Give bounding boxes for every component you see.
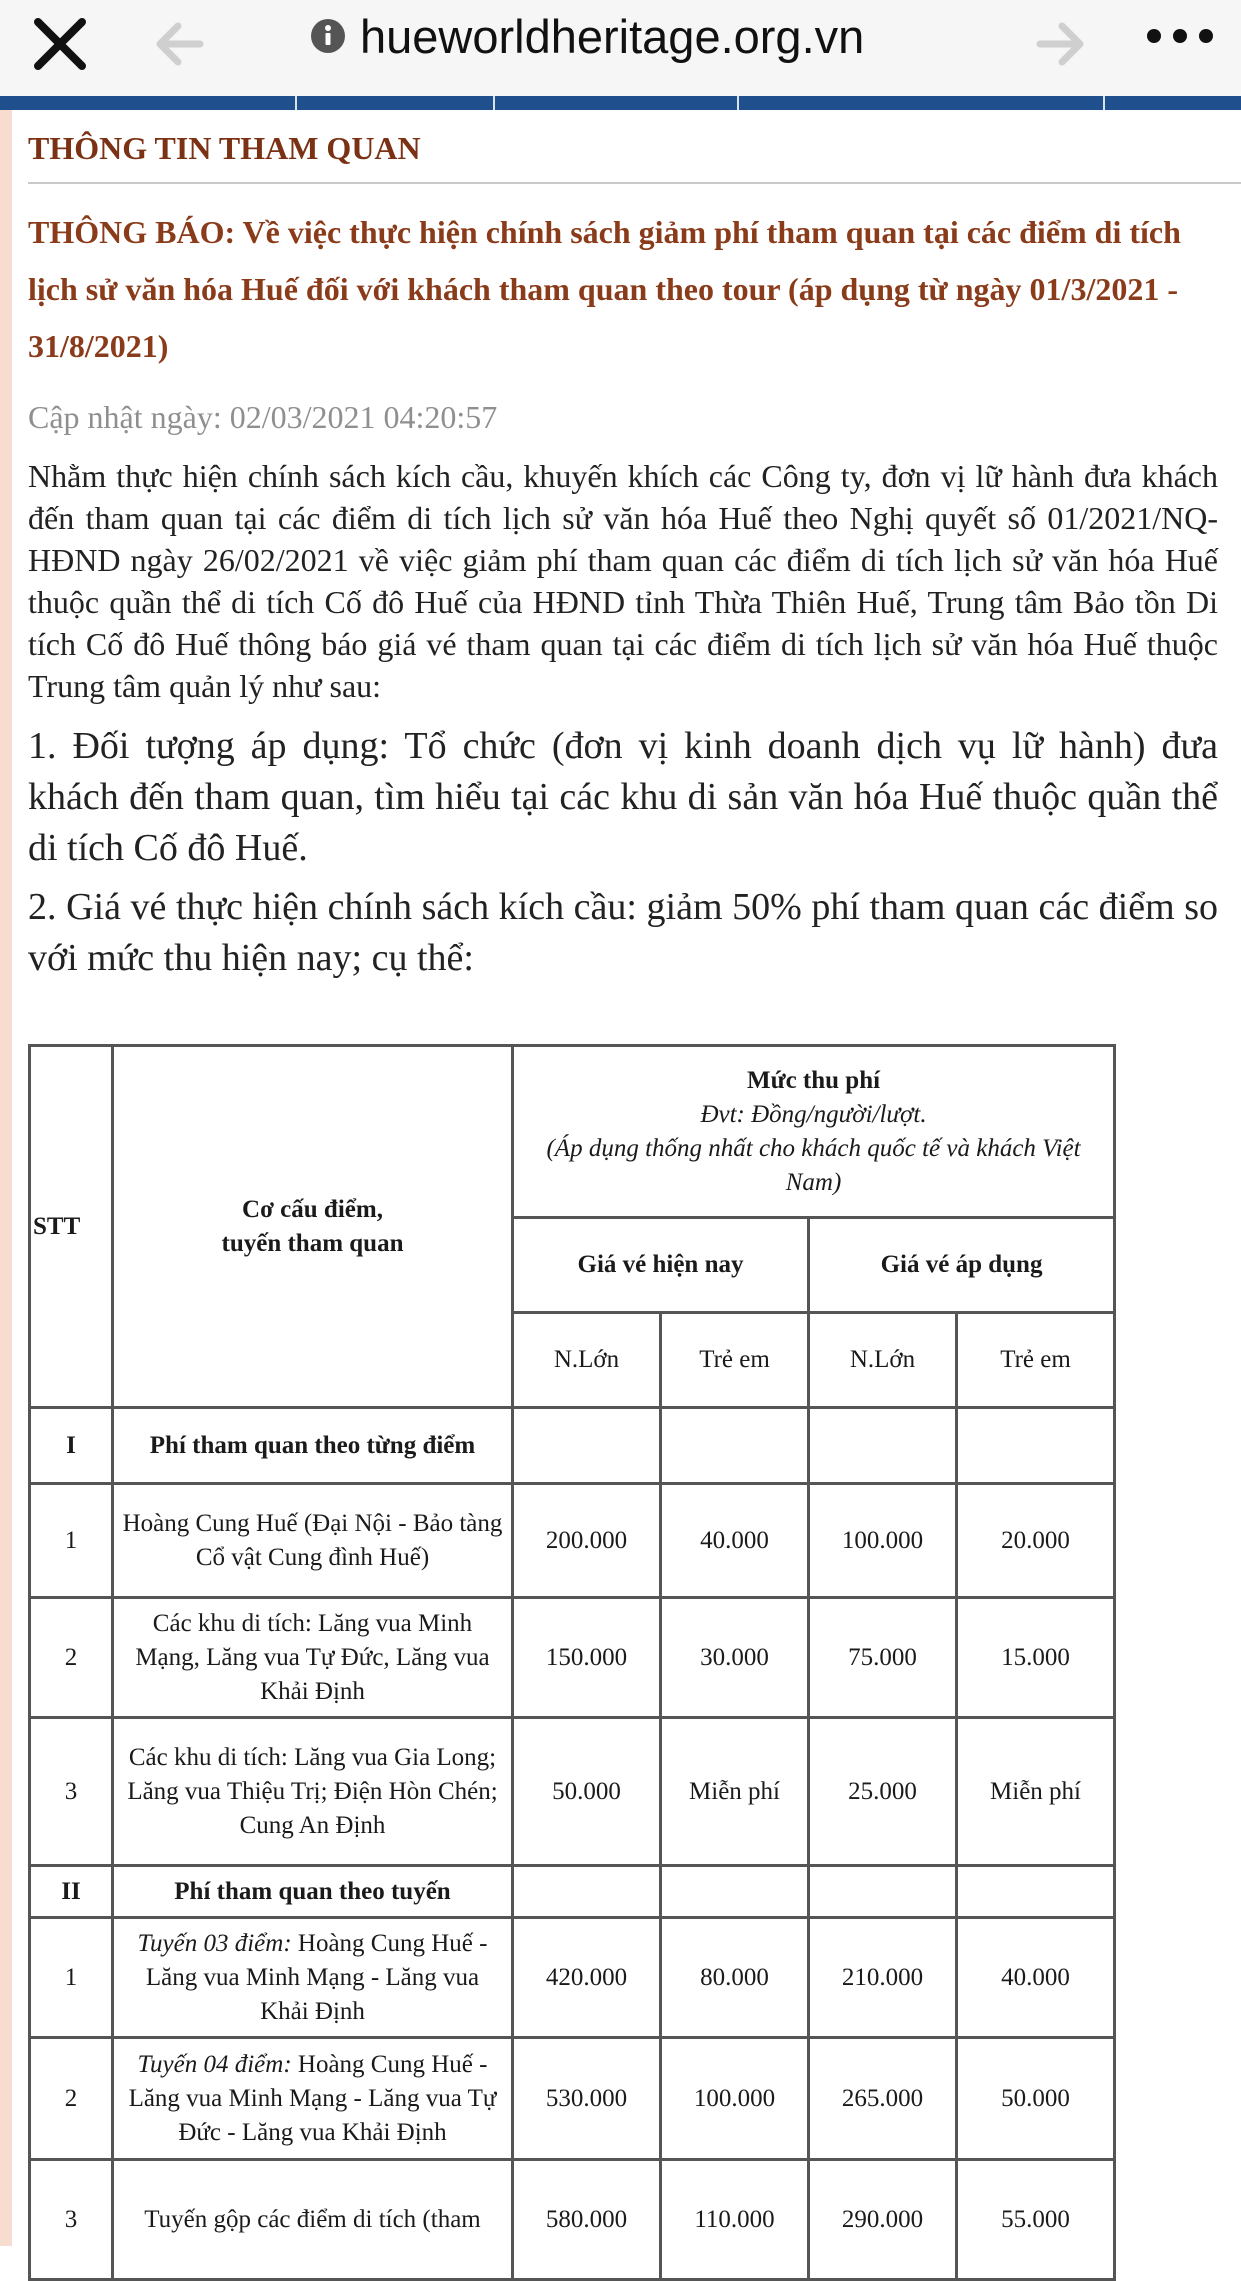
fee-header-title: Mức thu phí [746, 1066, 881, 1094]
route-stops: Hoàng Cung Huế - Lăng vua Minh Mạng - Lăng vua Tự Đức - Lăng vua Khải Định [128, 2050, 497, 2146]
nav-separator [493, 96, 495, 110]
nav-separator [737, 96, 739, 110]
notice-title[interactable]: THÔNG BÁO: Về việc thực hiện chính sách giảm phí tham quan tại các điểm di tích lịch sử văn hóa Huế đối với khách tham quan theo tour (áp dụng từ ngày 01/3/2021 - 31/8/2021) [28, 214, 1181, 364]
applied-price-header: Giá vé áp dụng [809, 1218, 1115, 1313]
current-adult-price: 50.000 [513, 1718, 661, 1866]
fee-header [513, 1046, 1115, 1218]
table-row [30, 2038, 1115, 2160]
back-arrow-icon[interactable] [150, 14, 210, 74]
child-header: Trẻ em [661, 1313, 809, 1408]
browser-toolbar [0, 0, 1241, 96]
current-adult-price: 530.000 [513, 2038, 661, 2160]
current-child-price: 80.000 [661, 1918, 809, 2038]
empty-cell [513, 1408, 661, 1484]
current-child-price: Miễn phí [661, 1718, 809, 1866]
row-number: 3 [30, 2160, 113, 2280]
section-title: Phí tham quan theo tuyến [113, 1866, 513, 1918]
empty-cell [809, 1408, 957, 1484]
section-number: II [30, 1866, 113, 1918]
section-row [30, 1408, 1115, 1484]
fee-table [28, 1044, 1116, 2281]
current-adult-price: 580.000 [513, 2160, 661, 2280]
row-number: 2 [30, 2038, 113, 2160]
adult-header: N.Lớn [513, 1313, 661, 1408]
current-price-header: Giá vé hiện nay [513, 1218, 809, 1313]
fee-note: (Áp dụng thống nhất cho khách quốc tế và khách Việt Nam) [546, 1134, 1081, 1196]
table-row [30, 2160, 1115, 2280]
section-row [30, 1866, 1115, 1918]
applied-adult-price: 100.000 [809, 1484, 957, 1598]
child-header: Trẻ em [957, 1313, 1115, 1408]
route-name [113, 1918, 513, 2038]
nav-separator [295, 96, 297, 110]
table-row [30, 1918, 1115, 2038]
current-adult-price: 420.000 [513, 1918, 661, 2038]
section-title: Phí tham quan theo từng điểm [113, 1408, 513, 1484]
applied-adult-price: 75.000 [809, 1598, 957, 1718]
site-nav-strip[interactable] [0, 96, 1241, 110]
applied-child-price: 40.000 [957, 1918, 1115, 2038]
route-label: Tuyến 03 điểm: [137, 1929, 292, 1957]
adult-header: N.Lớn [809, 1313, 957, 1408]
route-stops: Hoàng Cung Huế - Lăng vua Minh Mạng - Lăng vua Khải Định [145, 1929, 488, 2025]
route-stops: Tuyến gộp các điểm di tích (tham [144, 2205, 481, 2233]
applied-child-price: 50.000 [957, 2038, 1115, 2160]
applied-child-price: 55.000 [957, 2160, 1115, 2280]
current-child-price: 40.000 [661, 1484, 809, 1598]
point-2: 2. Giá vé thực hiện chính sách kích cầu: giảm 50% phí tham quan các điểm so với mức thu hiện nay; cụ thể: [28, 886, 1218, 979]
section-header: THÔNG TIN THAM QUAN [28, 110, 1241, 184]
empty-cell [513, 1866, 661, 1918]
close-icon[interactable] [30, 14, 90, 74]
applied-child-price: Miễn phí [957, 1718, 1115, 1866]
applied-child-price: 20.000 [957, 1484, 1115, 1598]
updated-date: Cập nhật ngày: 02/03/2021 04:20:57 [28, 399, 498, 435]
table-row [30, 1484, 1115, 1598]
route-label: Tuyến 04 điểm: [137, 2050, 292, 2078]
current-adult-price: 200.000 [513, 1484, 661, 1598]
row-number: 2 [30, 1598, 113, 1718]
applied-adult-price: 210.000 [809, 1918, 957, 2038]
route-name [113, 2038, 513, 2160]
row-number: 3 [30, 1718, 113, 1866]
point-1: 1. Đối tượng áp dụng: Tổ chức (đơn vị kinh doanh dịch vụ lữ hành) đưa khách đến tham quan, tìm hiểu tại các khu di sản văn hóa Huế thuộc quần thể di tích Cố đô Huế. [28, 725, 1218, 869]
applied-adult-price: 290.000 [809, 2160, 957, 2280]
applied-adult-price: 265.000 [809, 2038, 957, 2160]
site-name: Các khu di tích: Lăng vua Gia Long; Lăng vua Thiệu Trị; Điện Hòn Chén; Cung An Định [113, 1718, 513, 1866]
address-bar[interactable] [310, 6, 930, 66]
intro-paragraph: Nhằm thực hiện chính sách kích cầu, khuyến khích các Công ty, đơn vị lữ hành đưa khách đến tham quan tại các điểm di tích lịch sử văn hóa Huế theo Nghị quyết số 01/2021/NQ-HĐND ngày 26/02/2021 về việc giảm phí tham quan các điểm di tích lịch sử văn hóa Huế thuộc quần thể di tích Cố đô Huế của HĐND tỉnh Thừa Thiên Huế, Trung tâm Bảo tồn Di tích Cố đô Huế thông báo giá vé tham quan tại các điểm di tích lịch sử văn hóa Huế thuộc Trung tâm quản lý như sau: [28, 458, 1218, 704]
row-number: 1 [30, 1484, 113, 1598]
fee-unit: Đvt: Đồng/người/lượt. [700, 1100, 927, 1128]
table-row [30, 1718, 1115, 1866]
empty-cell [809, 1866, 957, 1918]
empty-cell [661, 1408, 809, 1484]
table-row [30, 1598, 1115, 1718]
site-header-line: tuyến tham quan [221, 1229, 404, 1257]
url-text: hueworldheritage.org.vn [360, 9, 865, 63]
article [28, 110, 1241, 984]
current-adult-price: 150.000 [513, 1598, 661, 1718]
forward-arrow-icon[interactable] [1030, 14, 1090, 74]
site-name: Các khu di tích: Lăng vua Minh Mạng, Lăng vua Tự Đức, Lăng vua Khải Định [113, 1598, 513, 1718]
row-number: 1 [30, 1918, 113, 2038]
empty-cell [661, 1866, 809, 1918]
section-number: I [30, 1408, 113, 1484]
applied-child-price: 15.000 [957, 1598, 1115, 1718]
empty-cell [957, 1866, 1115, 1918]
nav-separator [1103, 96, 1105, 110]
applied-adult-price: 25.000 [809, 1718, 957, 1866]
current-child-price: 110.000 [661, 2160, 809, 2280]
site-header-line: Cơ cấu điểm, [242, 1195, 383, 1223]
site-header [113, 1046, 513, 1408]
left-accent-bar [0, 110, 12, 2246]
stt-header: STT [30, 1046, 113, 1408]
info-icon[interactable] [310, 18, 346, 54]
current-child-price: 30.000 [661, 1598, 809, 1718]
current-child-price: 100.000 [661, 2038, 809, 2160]
site-name: Hoàng Cung Huế (Đại Nội - Bảo tàng Cổ vật Cung đình Huế) [113, 1484, 513, 1598]
empty-cell [957, 1408, 1115, 1484]
route-name [113, 2160, 513, 2280]
more-icon[interactable] [1140, 14, 1220, 74]
